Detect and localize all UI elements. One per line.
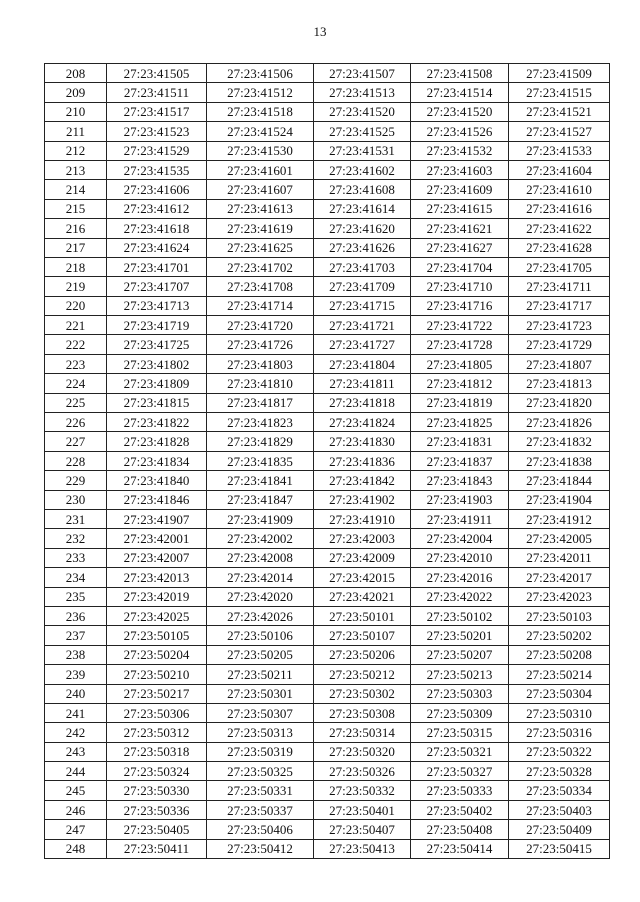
cadastral-number-cell: 27:23:41818 <box>314 393 411 412</box>
cadastral-number-cell: 27:23:41824 <box>314 413 411 432</box>
row-number-cell: 226 <box>45 413 107 432</box>
cadastral-number-cell: 27:23:50325 <box>207 762 314 781</box>
row-number-cell: 245 <box>45 781 107 800</box>
table-row <box>45 141 610 160</box>
cadastral-number-cell: 27:23:41526 <box>411 122 509 141</box>
table-row <box>45 374 610 393</box>
cadastral-number-cell: 27:23:50330 <box>107 781 207 800</box>
cadastral-number-cell: 27:23:41807 <box>509 354 610 373</box>
table-row <box>45 471 610 490</box>
cadastral-number-cell: 27:23:50324 <box>107 762 207 781</box>
page-number: 13 <box>313 24 327 39</box>
cadastral-number-cell: 27:23:42013 <box>107 568 207 587</box>
cadastral-number-cell: 27:23:41720 <box>207 316 314 335</box>
cadastral-number-cell: 27:23:41716 <box>411 296 509 315</box>
cadastral-number-cell: 27:23:50412 <box>207 839 314 858</box>
row-number-cell: 231 <box>45 509 107 528</box>
table-row <box>45 703 610 722</box>
table-row <box>45 393 610 412</box>
table-row <box>45 568 610 587</box>
cadastral-number-cell: 27:23:41812 <box>411 374 509 393</box>
cadastral-number-cell: 27:23:50309 <box>411 703 509 722</box>
cadastral-number-cell: 27:23:50313 <box>207 723 314 742</box>
row-number-cell: 238 <box>45 645 107 664</box>
table-body <box>45 64 610 859</box>
cadastral-number-cell: 27:23:41604 <box>509 160 610 179</box>
cadastral-number-cell: 27:23:41702 <box>207 257 314 276</box>
cadastral-number-cell: 27:23:41535 <box>107 160 207 179</box>
cadastral-number-cell: 27:23:50333 <box>411 781 509 800</box>
row-number-cell: 233 <box>45 548 107 567</box>
row-number-cell: 220 <box>45 296 107 315</box>
cadastral-number-cell: 27:23:41810 <box>207 374 314 393</box>
cadastral-number-cell: 27:23:42025 <box>107 606 207 625</box>
cadastral-number-cell: 27:23:41523 <box>107 122 207 141</box>
cadastral-number-cell: 27:23:41628 <box>509 238 610 257</box>
table-row <box>45 800 610 819</box>
cadastral-number-cell: 27:23:41626 <box>314 238 411 257</box>
cadastral-number-cell: 27:23:41609 <box>411 180 509 199</box>
cadastral-number-cell: 27:23:42007 <box>107 548 207 567</box>
cadastral-number-cell: 27:23:41515 <box>509 83 610 102</box>
cadastral-number-cell: 27:23:41621 <box>411 219 509 238</box>
cadastral-number-cell: 27:23:41804 <box>314 354 411 373</box>
cadastral-number-cell: 27:23:41533 <box>509 141 610 160</box>
cadastral-number-cell: 27:23:41714 <box>207 296 314 315</box>
table-row <box>45 820 610 839</box>
table-row <box>45 199 610 218</box>
cadastral-number-cell: 27:23:50101 <box>314 606 411 625</box>
cadastral-number-cell: 27:23:50315 <box>411 723 509 742</box>
cadastral-number-cell: 27:23:50415 <box>509 839 610 858</box>
cadastral-number-cell: 27:23:41607 <box>207 180 314 199</box>
cadastral-number-cell: 27:23:42017 <box>509 568 610 587</box>
cadastral-number-cell: 27:23:50406 <box>207 820 314 839</box>
cadastral-number-cell: 27:23:41507 <box>314 64 411 83</box>
cadastral-number-cell: 27:23:50201 <box>411 626 509 645</box>
cadastral-number-cell: 27:23:42005 <box>509 529 610 548</box>
cadastral-number-cell: 27:23:50332 <box>314 781 411 800</box>
row-number-cell: 239 <box>45 665 107 684</box>
cadastral-number-cell: 27:23:41610 <box>509 180 610 199</box>
row-number-cell: 232 <box>45 529 107 548</box>
table-row <box>45 316 610 335</box>
cadastral-number-cell: 27:23:41823 <box>207 413 314 432</box>
table-row <box>45 839 610 858</box>
table-row <box>45 83 610 102</box>
cadastral-number-cell: 27:23:42022 <box>411 587 509 606</box>
cadastral-number-cell: 27:23:42009 <box>314 548 411 567</box>
cadastral-number-cell: 27:23:41514 <box>411 83 509 102</box>
cadastral-number-table <box>44 63 610 859</box>
cadastral-number-cell: 27:23:42010 <box>411 548 509 567</box>
cadastral-number-cell: 27:23:41532 <box>411 141 509 160</box>
cadastral-number-cell: 27:23:41846 <box>107 490 207 509</box>
cadastral-number-cell: 27:23:41701 <box>107 257 207 276</box>
cadastral-number-cell: 27:23:41711 <box>509 277 610 296</box>
cadastral-number-cell: 27:23:41615 <box>411 199 509 218</box>
row-number-cell: 216 <box>45 219 107 238</box>
cadastral-number-cell: 27:23:41825 <box>411 413 509 432</box>
row-number-cell: 209 <box>45 83 107 102</box>
cadastral-number-cell: 27:23:50401 <box>314 800 411 819</box>
row-number-cell: 248 <box>45 839 107 858</box>
cadastral-number-cell: 27:23:41725 <box>107 335 207 354</box>
row-number-cell: 212 <box>45 141 107 160</box>
cadastral-number-cell: 27:23:50306 <box>107 703 207 722</box>
row-number-cell: 243 <box>45 742 107 761</box>
cadastral-number-cell: 27:23:50105 <box>107 626 207 645</box>
row-number-cell: 214 <box>45 180 107 199</box>
table-row <box>45 160 610 179</box>
row-number-cell: 246 <box>45 800 107 819</box>
cadastral-number-cell: 27:23:41521 <box>509 102 610 121</box>
cadastral-number-cell: 27:23:50319 <box>207 742 314 761</box>
cadastral-number-cell: 27:23:50334 <box>509 781 610 800</box>
cadastral-number-cell: 27:23:50217 <box>107 684 207 703</box>
cadastral-number-cell: 27:23:50102 <box>411 606 509 625</box>
table-row <box>45 665 610 684</box>
row-number-cell: 230 <box>45 490 107 509</box>
cadastral-number-cell: 27:23:50403 <box>509 800 610 819</box>
cadastral-number-cell: 27:23:41911 <box>411 509 509 528</box>
cadastral-number-cell: 27:23:42011 <box>509 548 610 567</box>
cadastral-number-cell: 27:23:42019 <box>107 587 207 606</box>
table-row <box>45 413 610 432</box>
row-number-cell: 219 <box>45 277 107 296</box>
row-number-cell: 211 <box>45 122 107 141</box>
table-row <box>45 762 610 781</box>
cadastral-number-cell: 27:23:41613 <box>207 199 314 218</box>
cadastral-number-cell: 27:23:50302 <box>314 684 411 703</box>
cadastral-number-cell: 27:23:41715 <box>314 296 411 315</box>
row-number-cell: 244 <box>45 762 107 781</box>
cadastral-number-cell: 27:23:41817 <box>207 393 314 412</box>
cadastral-number-cell: 27:23:42015 <box>314 568 411 587</box>
cadastral-number-cell: 27:23:41802 <box>107 354 207 373</box>
cadastral-number-cell: 27:23:50402 <box>411 800 509 819</box>
cadastral-number-cell: 27:23:42004 <box>411 529 509 548</box>
cadastral-number-cell: 27:23:41912 <box>509 509 610 528</box>
cadastral-number-cell: 27:23:42016 <box>411 568 509 587</box>
cadastral-number-cell: 27:23:41602 <box>314 160 411 179</box>
cadastral-number-cell: 27:23:41709 <box>314 277 411 296</box>
cadastral-number-cell: 27:23:41729 <box>509 335 610 354</box>
cadastral-number-cell: 27:23:50327 <box>411 762 509 781</box>
cadastral-number-cell: 27:23:41811 <box>314 374 411 393</box>
table-row <box>45 102 610 121</box>
table-row <box>45 64 610 83</box>
cadastral-number-cell: 27:23:41835 <box>207 451 314 470</box>
cadastral-number-cell: 27:23:41829 <box>207 432 314 451</box>
cadastral-number-cell: 27:23:41820 <box>509 393 610 412</box>
cadastral-number-cell: 27:23:50106 <box>207 626 314 645</box>
cadastral-number-cell: 27:23:41710 <box>411 277 509 296</box>
cadastral-number-cell: 27:23:41620 <box>314 219 411 238</box>
cadastral-number-cell: 27:23:41836 <box>314 451 411 470</box>
cadastral-number-cell: 27:23:41511 <box>107 83 207 102</box>
table-row <box>45 432 610 451</box>
cadastral-number-cell: 27:23:41803 <box>207 354 314 373</box>
table-row <box>45 587 610 606</box>
cadastral-number-cell: 27:23:50207 <box>411 645 509 664</box>
cadastral-number-cell: 27:23:41904 <box>509 490 610 509</box>
table-row <box>45 529 610 548</box>
cadastral-number-cell: 27:23:50328 <box>509 762 610 781</box>
cadastral-number-cell: 27:23:50204 <box>107 645 207 664</box>
cadastral-number-cell: 27:23:50414 <box>411 839 509 858</box>
cadastral-number-cell: 27:23:50320 <box>314 742 411 761</box>
cadastral-number-cell: 27:23:50337 <box>207 800 314 819</box>
cadastral-number-cell: 27:23:50331 <box>207 781 314 800</box>
cadastral-number-cell: 27:23:50206 <box>314 645 411 664</box>
table-row <box>45 684 610 703</box>
cadastral-number-cell: 27:23:41726 <box>207 335 314 354</box>
cadastral-number-cell: 27:23:41903 <box>411 490 509 509</box>
row-number-cell: 224 <box>45 374 107 393</box>
cadastral-number-cell: 27:23:41910 <box>314 509 411 528</box>
cadastral-number-cell: 27:23:41601 <box>207 160 314 179</box>
table-row <box>45 606 610 625</box>
cadastral-number-cell: 27:23:42003 <box>314 529 411 548</box>
cadastral-number-cell: 27:23:41506 <box>207 64 314 83</box>
cadastral-number-cell: 27:23:41608 <box>314 180 411 199</box>
cadastral-number-cell: 27:23:41841 <box>207 471 314 490</box>
cadastral-number-cell: 27:23:50214 <box>509 665 610 684</box>
cadastral-number-cell: 27:23:42026 <box>207 606 314 625</box>
cadastral-number-cell: 27:23:41520 <box>411 102 509 121</box>
table-row <box>45 723 610 742</box>
cadastral-number-cell: 27:23:50326 <box>314 762 411 781</box>
cadastral-number-cell: 27:23:41842 <box>314 471 411 490</box>
cadastral-number-cell: 27:23:41844 <box>509 471 610 490</box>
table-row <box>45 548 610 567</box>
cadastral-number-cell: 27:23:41517 <box>107 102 207 121</box>
cadastral-number-cell: 27:23:41828 <box>107 432 207 451</box>
cadastral-number-cell: 27:23:50103 <box>509 606 610 625</box>
cadastral-number-cell: 27:23:41616 <box>509 199 610 218</box>
cadastral-number-cell: 27:23:50107 <box>314 626 411 645</box>
row-number-cell: 222 <box>45 335 107 354</box>
cadastral-number-cell: 27:23:50322 <box>509 742 610 761</box>
cadastral-number-cell: 27:23:41518 <box>207 102 314 121</box>
cadastral-number-cell: 27:23:41606 <box>107 180 207 199</box>
cadastral-number-cell: 27:23:50336 <box>107 800 207 819</box>
cadastral-number-cell: 27:23:41834 <box>107 451 207 470</box>
row-number-cell: 242 <box>45 723 107 742</box>
cadastral-number-cell: 27:23:50310 <box>509 703 610 722</box>
cadastral-number-cell: 27:23:41705 <box>509 257 610 276</box>
cadastral-number-cell: 27:23:41830 <box>314 432 411 451</box>
cadastral-number-cell: 27:23:41529 <box>107 141 207 160</box>
cadastral-number-cell: 27:23:41624 <box>107 238 207 257</box>
table-row <box>45 257 610 276</box>
row-number-cell: 221 <box>45 316 107 335</box>
cadastral-number-cell: 27:23:41713 <box>107 296 207 315</box>
cadastral-number-cell: 27:23:50210 <box>107 665 207 684</box>
row-number-cell: 215 <box>45 199 107 218</box>
cadastral-number-cell: 27:23:50316 <box>509 723 610 742</box>
row-number-cell: 218 <box>45 257 107 276</box>
cadastral-number-cell: 27:23:41838 <box>509 451 610 470</box>
cadastral-number-cell: 27:23:50212 <box>314 665 411 684</box>
cadastral-number-cell: 27:23:50321 <box>411 742 509 761</box>
cadastral-number-cell: 27:23:41722 <box>411 316 509 335</box>
cadastral-number-cell: 27:23:41614 <box>314 199 411 218</box>
row-number-cell: 236 <box>45 606 107 625</box>
cadastral-number-cell: 27:23:50202 <box>509 626 610 645</box>
table-row <box>45 354 610 373</box>
cadastral-number-cell: 27:23:41513 <box>314 83 411 102</box>
cadastral-number-cell: 27:23:41819 <box>411 393 509 412</box>
cadastral-number-cell: 27:23:50312 <box>107 723 207 742</box>
cadastral-number-cell: 27:23:41627 <box>411 238 509 257</box>
table-row <box>45 277 610 296</box>
cadastral-number-cell: 27:23:42002 <box>207 529 314 548</box>
cadastral-number-cell: 27:23:41524 <box>207 122 314 141</box>
table-row <box>45 180 610 199</box>
table-row <box>45 219 610 238</box>
cadastral-number-cell: 27:23:41805 <box>411 354 509 373</box>
row-number-cell: 213 <box>45 160 107 179</box>
cadastral-number-cell: 27:23:42001 <box>107 529 207 548</box>
cadastral-number-cell: 27:23:42023 <box>509 587 610 606</box>
cadastral-number-cell: 27:23:42021 <box>314 587 411 606</box>
cadastral-number-cell: 27:23:50318 <box>107 742 207 761</box>
table-row <box>45 645 610 664</box>
cadastral-number-cell: 27:23:41527 <box>509 122 610 141</box>
cadastral-number-cell: 27:23:50205 <box>207 645 314 664</box>
cadastral-number-cell: 27:23:41512 <box>207 83 314 102</box>
cadastral-number-cell: 27:23:41902 <box>314 490 411 509</box>
row-number-cell: 234 <box>45 568 107 587</box>
cadastral-number-cell: 27:23:41728 <box>411 335 509 354</box>
cadastral-number-cell: 27:23:50213 <box>411 665 509 684</box>
cadastral-number-cell: 27:23:41612 <box>107 199 207 218</box>
cadastral-number-cell: 27:23:41832 <box>509 432 610 451</box>
cadastral-number-cell: 27:23:50314 <box>314 723 411 742</box>
cadastral-number-cell: 27:23:41831 <box>411 432 509 451</box>
row-number-cell: 240 <box>45 684 107 703</box>
cadastral-number-cell: 27:23:41843 <box>411 471 509 490</box>
row-number-cell: 225 <box>45 393 107 412</box>
cadastral-number-cell: 27:23:41618 <box>107 219 207 238</box>
cadastral-number-cell: 27:23:41723 <box>509 316 610 335</box>
cadastral-number-cell: 27:23:41717 <box>509 296 610 315</box>
cadastral-number-cell: 27:23:50304 <box>509 684 610 703</box>
cadastral-number-cell: 27:23:41907 <box>107 509 207 528</box>
cadastral-number-cell: 27:23:41708 <box>207 277 314 296</box>
row-number-cell: 217 <box>45 238 107 257</box>
cadastral-number-cell: 27:23:41813 <box>509 374 610 393</box>
cadastral-number-cell: 27:23:41721 <box>314 316 411 335</box>
cadastral-number-cell: 27:23:50307 <box>207 703 314 722</box>
cadastral-number-cell: 27:23:41508 <box>411 64 509 83</box>
cadastral-number-cell: 27:23:41909 <box>207 509 314 528</box>
table-row <box>45 742 610 761</box>
cadastral-number-cell: 27:23:50413 <box>314 839 411 858</box>
cadastral-number-cell: 27:23:42014 <box>207 568 314 587</box>
cadastral-number-cell: 27:23:41625 <box>207 238 314 257</box>
cadastral-number-cell: 27:23:41815 <box>107 393 207 412</box>
cadastral-number-cell: 27:23:42020 <box>207 587 314 606</box>
cadastral-number-cell: 27:23:41509 <box>509 64 610 83</box>
cadastral-number-cell: 27:23:41505 <box>107 64 207 83</box>
cadastral-number-cell: 27:23:41622 <box>509 219 610 238</box>
row-number-cell: 208 <box>45 64 107 83</box>
row-number-cell: 229 <box>45 471 107 490</box>
cadastral-number-cell: 27:23:41847 <box>207 490 314 509</box>
cadastral-number-cell: 27:23:50409 <box>509 820 610 839</box>
row-number-cell: 228 <box>45 451 107 470</box>
cadastral-number-cell: 27:23:41727 <box>314 335 411 354</box>
cadastral-number-cell: 27:23:41531 <box>314 141 411 160</box>
table-row <box>45 626 610 645</box>
cadastral-number-cell: 27:23:50308 <box>314 703 411 722</box>
row-number-cell: 247 <box>45 820 107 839</box>
cadastral-number-cell: 27:23:50208 <box>509 645 610 664</box>
row-number-cell: 241 <box>45 703 107 722</box>
row-number-cell: 227 <box>45 432 107 451</box>
cadastral-number-cell: 27:23:50408 <box>411 820 509 839</box>
cadastral-number-cell: 27:23:41826 <box>509 413 610 432</box>
cadastral-number-cell: 27:23:41619 <box>207 219 314 238</box>
table-row <box>45 451 610 470</box>
cadastral-number-cell: 27:23:41837 <box>411 451 509 470</box>
table-row <box>45 490 610 509</box>
cadastral-number-cell: 27:23:41809 <box>107 374 207 393</box>
row-number-cell: 223 <box>45 354 107 373</box>
cadastral-number-cell: 27:23:41719 <box>107 316 207 335</box>
table-row <box>45 335 610 354</box>
cadastral-number-cell: 27:23:41840 <box>107 471 207 490</box>
table-row <box>45 238 610 257</box>
cadastral-number-cell: 27:23:41603 <box>411 160 509 179</box>
table-row <box>45 122 610 141</box>
cadastral-number-cell: 27:23:50301 <box>207 684 314 703</box>
cadastral-number-cell: 27:23:42008 <box>207 548 314 567</box>
cadastral-number-cell: 27:23:41525 <box>314 122 411 141</box>
cadastral-number-cell: 27:23:41703 <box>314 257 411 276</box>
cadastral-number-cell: 27:23:50411 <box>107 839 207 858</box>
cadastral-number-cell: 27:23:41520 <box>314 102 411 121</box>
cadastral-number-cell: 27:23:41704 <box>411 257 509 276</box>
cadastral-number-cell: 27:23:50407 <box>314 820 411 839</box>
cadastral-number-cell: 27:23:50405 <box>107 820 207 839</box>
row-number-cell: 235 <box>45 587 107 606</box>
table-row <box>45 781 610 800</box>
table-row <box>45 296 610 315</box>
cadastral-number-cell: 27:23:50303 <box>411 684 509 703</box>
cadastral-number-cell: 27:23:41707 <box>107 277 207 296</box>
cadastral-number-cell: 27:23:41530 <box>207 141 314 160</box>
table-row <box>45 509 610 528</box>
cadastral-number-cell: 27:23:41822 <box>107 413 207 432</box>
row-number-cell: 237 <box>45 626 107 645</box>
cadastral-number-cell: 27:23:50211 <box>207 665 314 684</box>
row-number-cell: 210 <box>45 102 107 121</box>
